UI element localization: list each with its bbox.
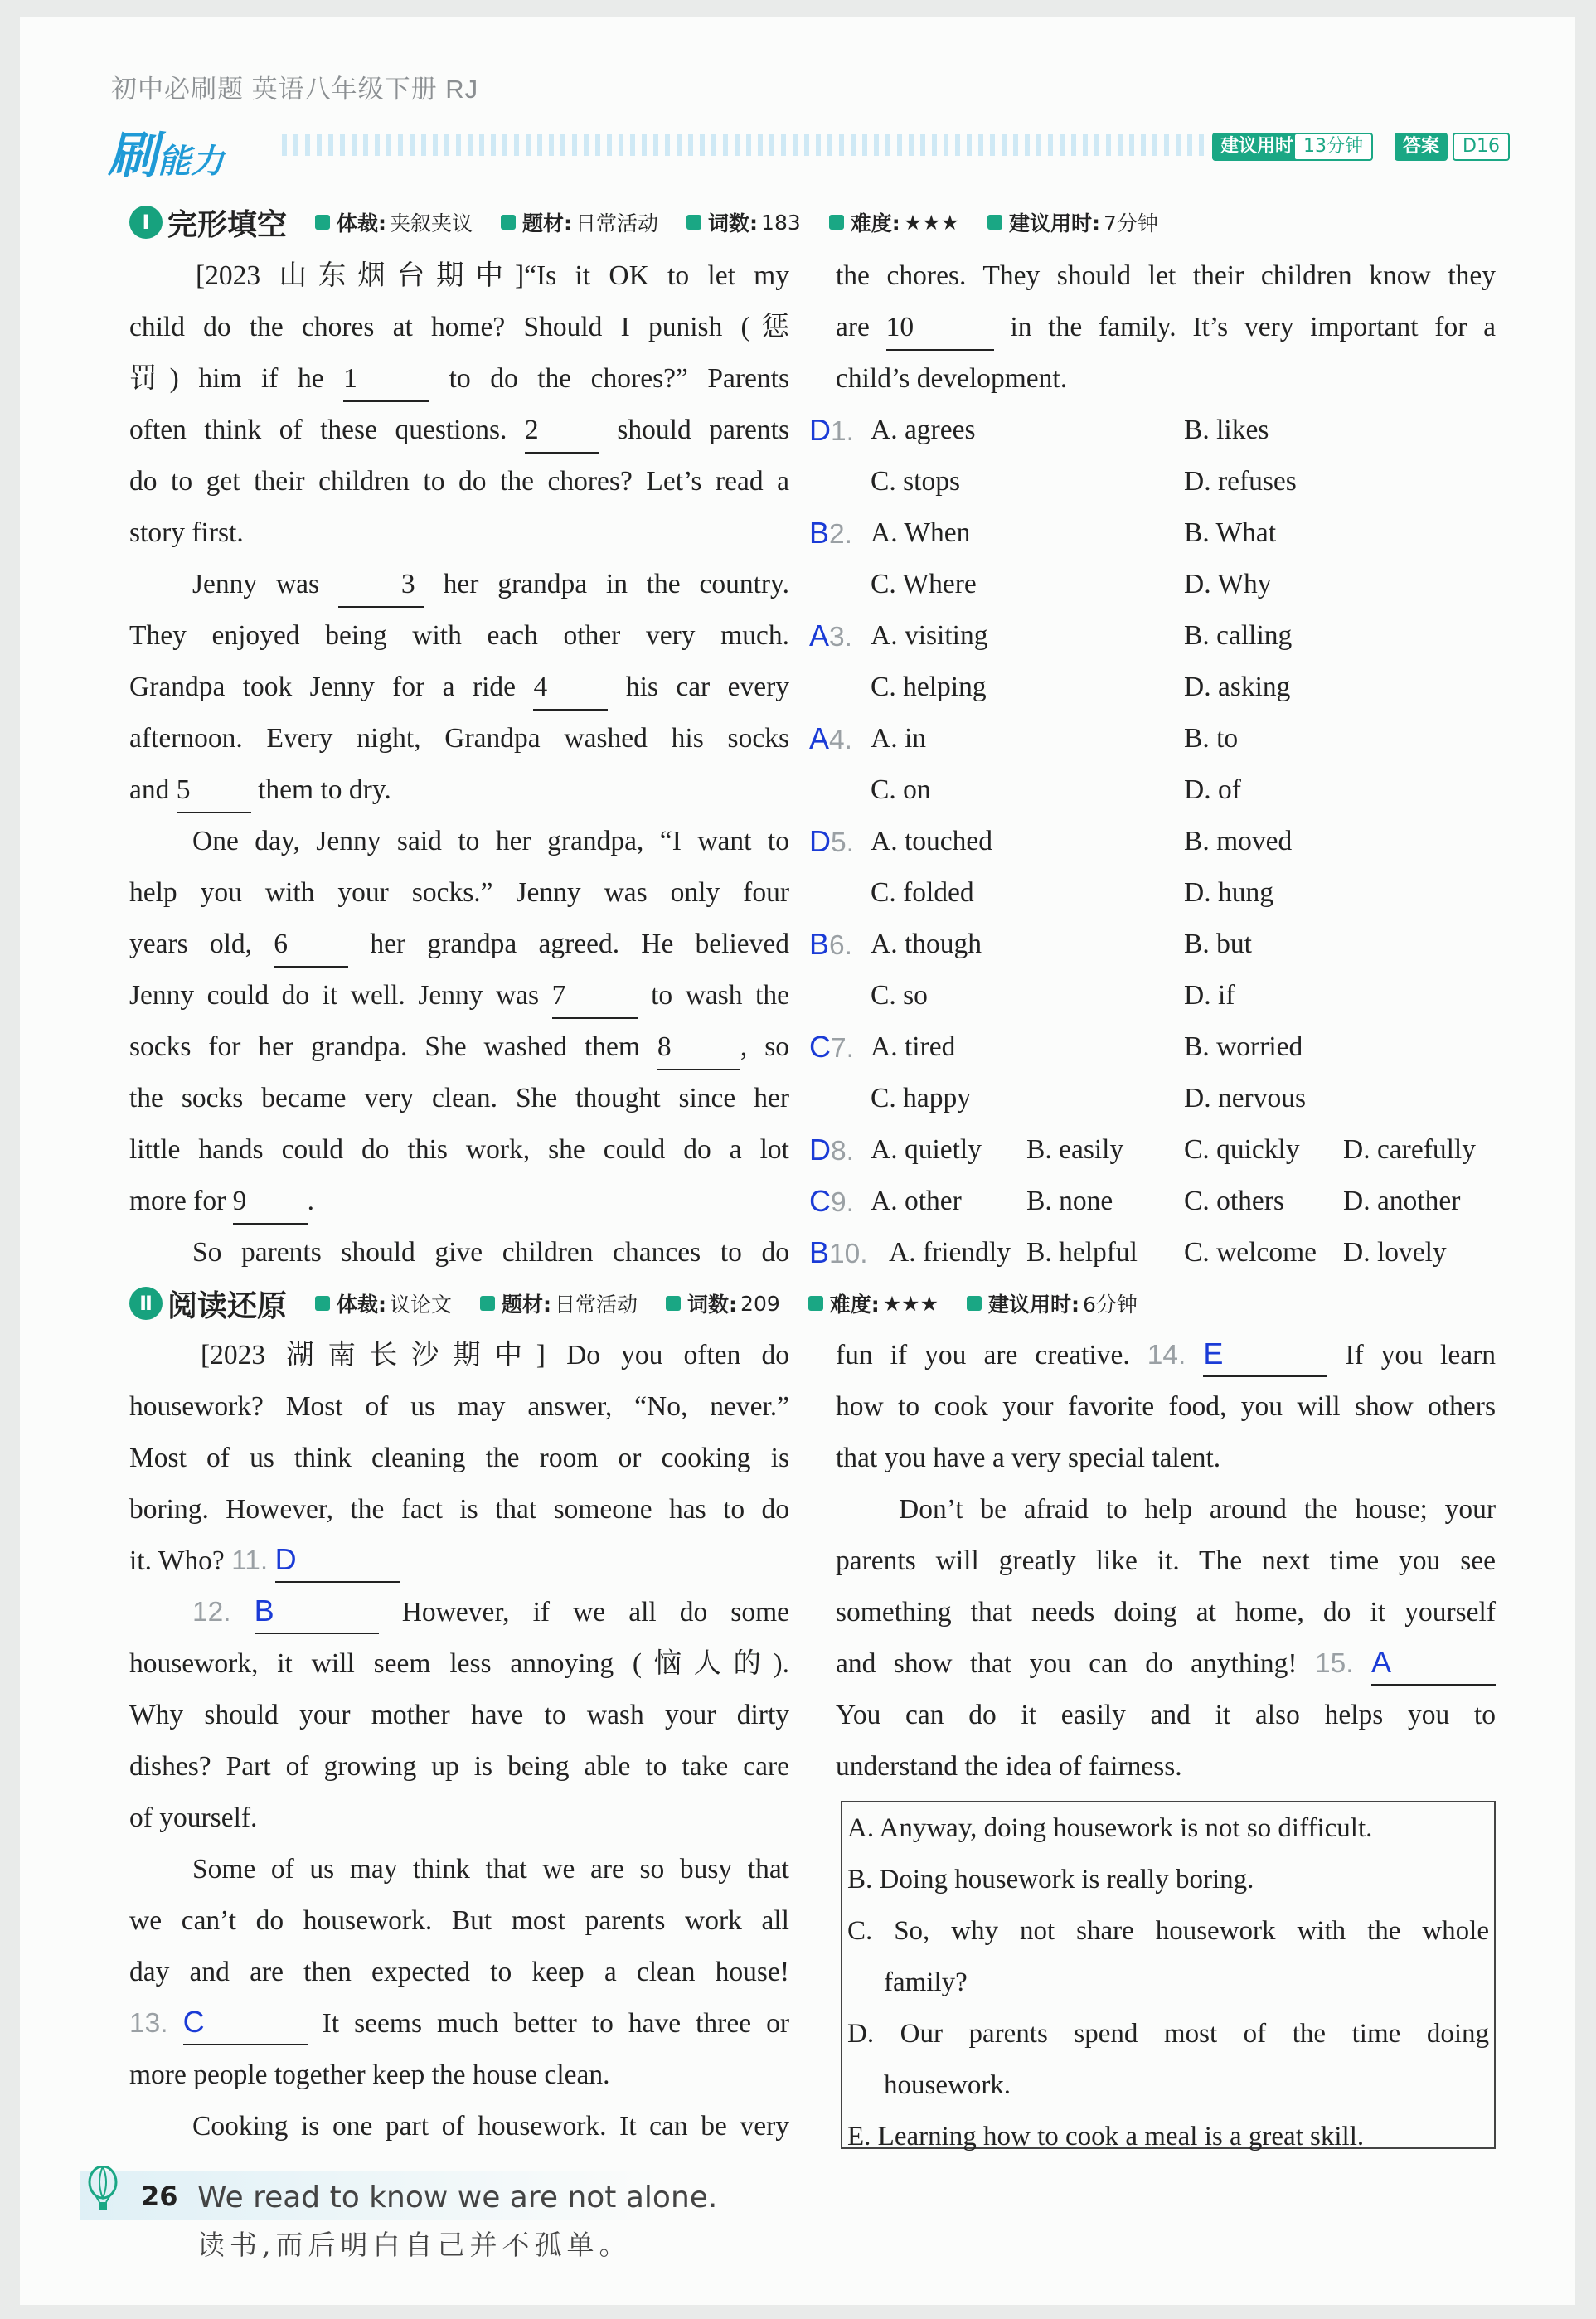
passage-line: years old, 6 her grandpa agreed. He believed [129, 919, 789, 970]
passage-line: are 10 in the family. It’s very important for a [836, 302, 1496, 353]
option-a[interactable]: A. tired [871, 1031, 956, 1062]
option-c[interactable]: C. folded [871, 877, 974, 908]
answer-tag: 答案 [1395, 133, 1448, 161]
passage-line: and show that you can do anything! 15. A [836, 1638, 1496, 1690]
passage-line: 12. B However, if we all do some [129, 1587, 789, 1638]
header-stripe [282, 134, 1210, 156]
option-b[interactable]: B. to [1184, 723, 1239, 754]
section2-time: 建议用时: 6分钟 [967, 1288, 1138, 1318]
question-row [809, 1021, 1303, 1073]
cloze-passage-right [836, 250, 1496, 405]
bell-icon [987, 215, 1002, 230]
option-a[interactable]: A. When [871, 517, 971, 548]
answer-15[interactable]: A [1371, 1641, 1496, 1686]
options-box [841, 1801, 1496, 2152]
passage-line: 罚) him if he 1 to do the chores?” Parents [129, 353, 789, 405]
passage-line: the chores. They should let their children know they [836, 260, 1496, 291]
passage-line: So parents should give children chances to do [192, 1237, 789, 1268]
option-d[interactable]: D. if [1184, 980, 1235, 1011]
question-row [809, 1227, 1447, 1278]
option-c[interactable]: C. so [871, 980, 928, 1011]
option-e: E. Learning how to cook a meal is a great skill. [847, 2122, 1365, 2152]
option-b[interactable]: B. but [1184, 929, 1252, 959]
section1-number: Ⅰ [129, 206, 163, 239]
passage-line: how to cook your favorite food, you will show others [836, 1391, 1496, 1422]
passage-line: fun if you are creative. 14. E If you learn [836, 1330, 1496, 1381]
option-b[interactable]: B. helpful [1026, 1237, 1138, 1268]
bookmark-icon [315, 215, 330, 230]
section2-words: 词数: 209 [666, 1288, 780, 1318]
passage-line: housework? Most of us may answer, “No, never.” [129, 1391, 789, 1422]
passage-line: that you have a very special talent. [836, 1443, 1221, 1473]
question-number: 1. [831, 416, 854, 447]
question-row [809, 1124, 1476, 1176]
passage-line: more for 9 . [129, 1176, 789, 1227]
question-number: 8. [831, 1136, 854, 1167]
feather-icon [686, 215, 701, 230]
question-number: 7. [831, 1033, 854, 1064]
passage-line: day and are then expected to keep a clean house! [129, 1957, 789, 1987]
option-d[interactable]: D. nervous [1184, 1083, 1307, 1113]
option-a[interactable]: A. though [871, 929, 982, 959]
blank-10[interactable]: 10 [886, 306, 994, 351]
section2-title: 阅读还原 [167, 1288, 288, 1323]
passage-line: more people together keep the house clean. [129, 2059, 610, 2090]
answer-12[interactable]: B [255, 1589, 379, 1634]
option-a[interactable]: A. touched [871, 826, 992, 856]
blank-1[interactable]: 1 [343, 357, 429, 402]
option-a[interactable]: A. agrees [871, 415, 976, 445]
section2-number: Ⅱ [129, 1287, 163, 1320]
question-row [809, 713, 1239, 764]
option-d[interactable]: D. carefully [1343, 1134, 1476, 1165]
section1-topic: 题材: 日常活动 [501, 207, 658, 237]
option-a: A. Anyway, doing housework is not so difficult. [847, 1813, 1373, 1843]
passage-line: little hands could do this work, she could do a lot [129, 1134, 789, 1165]
option-c[interactable]: C. happy [871, 1083, 971, 1113]
passage-line: story first. [129, 517, 244, 548]
section1-genre: 体裁: 夹叙夹议 [315, 207, 473, 237]
option-b[interactable]: B. calling [1184, 620, 1293, 651]
option-d[interactable]: D. refuses [1184, 466, 1297, 497]
blank-8[interactable]: 8 [657, 1026, 740, 1070]
answer-letter: D [809, 824, 831, 858]
section2-genre: 体裁: 议论文 [315, 1288, 452, 1318]
option-d[interactable]: D. lovely [1343, 1237, 1447, 1268]
passage-line: Some of us may think that we are so busy that [192, 1854, 789, 1885]
answer-letter: B [809, 927, 830, 961]
signal-icon [808, 1296, 823, 1311]
option-a[interactable]: A. in [871, 723, 926, 754]
brand-logo [108, 116, 224, 187]
blank-9[interactable]: 9 [233, 1180, 308, 1225]
passage-line: housework, it will seem less annoying (恼人的). [129, 1648, 789, 1679]
cloze-passage-left [129, 250, 789, 1278]
answer-14[interactable]: E [1203, 1332, 1327, 1377]
option-c[interactable]: C. on [871, 774, 931, 805]
option-c[interactable]: C. others [1184, 1186, 1284, 1216]
question-row [809, 610, 1293, 662]
answer-letter: D [809, 413, 831, 447]
answer-13[interactable]: C [183, 2001, 308, 2045]
question-number: 2. [829, 519, 852, 550]
option-a[interactable]: A. other [871, 1186, 962, 1216]
answer-letter: C [809, 1030, 831, 1064]
passage-line: it. Who? 11. D [129, 1535, 789, 1587]
passage-line: One day, Jenny said to her grandpa, “I want to [192, 826, 789, 856]
section2-difficulty: 难度: ★★★ [808, 1288, 939, 1318]
section2-topic: 题材: 日常活动 [480, 1288, 638, 1318]
quote-chinese: 读书,而后明白自己并不孤单。 [197, 2229, 632, 2261]
reading-passage-right [836, 1330, 1496, 1793]
blank-7[interactable]: 7 [552, 974, 638, 1019]
option-d[interactable]: D. of [1184, 774, 1241, 805]
passage-line: the socks became very clean. She thought since her [129, 1083, 789, 1113]
blank-3[interactable]: 3 [338, 563, 424, 608]
passage-line: Why should your mother have to wash your dirty [129, 1700, 789, 1730]
section1-difficulty: 难度: ★★★ [829, 207, 959, 237]
passage-line: child do the chores at home? Should I punish (惩 [129, 312, 789, 342]
section1-words: 词数: 183 [686, 207, 801, 237]
passage-line: often think of these questions. 2 should parents [129, 405, 789, 456]
answer-letter: A [809, 721, 830, 755]
question-number: 9. [831, 1187, 854, 1218]
passage-line: do to get their children to do the chores? Let’s read a [129, 466, 789, 497]
passage-line: Don’t be afraid to help around the house; your [899, 1494, 1496, 1525]
answer-letter: D [809, 1133, 831, 1167]
option-c[interactable]: C. welcome [1184, 1237, 1317, 1268]
option-d[interactable]: D. hung [1184, 877, 1273, 908]
passage-line: Cooking is one part of housework. It can be very [192, 2111, 789, 2142]
brand-main: 刷 [108, 127, 158, 185]
passage-line: [2023 山东烟台期中]“Is it OK to let my [196, 260, 789, 291]
section2-heading [129, 1283, 1166, 1323]
answer-letter: B [809, 516, 830, 550]
answer-11[interactable]: D [275, 1538, 400, 1583]
signal-icon [829, 215, 844, 230]
blank-4[interactable]: 4 [533, 666, 608, 711]
option-b[interactable]: B. none [1026, 1186, 1113, 1216]
option-b[interactable]: B. easily [1026, 1134, 1124, 1165]
page-number: 26 [141, 2181, 178, 2212]
time-value: 13分钟 [1293, 133, 1373, 161]
bookmark-icon [315, 1296, 330, 1311]
option-c: C. So, why not share housework with the whole [847, 1916, 1489, 1946]
option-c[interactable]: C. Where [871, 569, 977, 599]
section1-time: 建议用时: 7分钟 [987, 207, 1158, 237]
answer-letter: C [809, 1184, 831, 1218]
option-c-cont: family? [884, 1967, 968, 1997]
passage-line: boring. However, the fact is that someone has to do [129, 1494, 789, 1525]
blank-5[interactable]: 5 [177, 769, 251, 813]
passage-line: Grandpa took Jenny for a ride 4 his car every [129, 662, 789, 713]
option-b[interactable]: B. likes [1184, 415, 1269, 445]
balloon-icon [85, 2166, 121, 2212]
brand-sub: 能力 [158, 143, 224, 181]
option-a[interactable]: A. quietly [871, 1134, 982, 1165]
question-number: 5. [831, 827, 854, 858]
quote-english: We read to know we are not alone. [197, 2181, 718, 2215]
option-d[interactable]: D. Why [1184, 569, 1272, 599]
option-b: B. Doing housework is really boring. [847, 1865, 1254, 1894]
feather-icon [666, 1296, 681, 1311]
answer-letter: B [809, 1235, 830, 1269]
passage-line: of yourself. [129, 1802, 258, 1833]
option-b[interactable]: B. What [1184, 517, 1277, 548]
passage-line: socks for her grandpa. She washed them 8 , so [129, 1021, 789, 1073]
book-title: 初中必刷题 英语八年级下册 RJ [111, 75, 479, 104]
passage-line: You can do it easily and it also helps you to [836, 1700, 1496, 1730]
passage-line: something that needs doing at home, do it yourself [836, 1597, 1496, 1628]
passage-line: understand the idea of fairness. [836, 1751, 1182, 1782]
option-b[interactable]: B. worried [1184, 1031, 1303, 1062]
blank-6[interactable]: 6 [274, 923, 348, 968]
option-d: D. Our parents spend most of the time doing [847, 2019, 1489, 2049]
question-row [809, 816, 1293, 867]
question-number: 6. [829, 930, 852, 961]
passage-line: [2023 湖南长沙期中] Do you often do [201, 1340, 789, 1371]
answer-page: D16 [1453, 133, 1510, 161]
passage-line: dishes? Part of growing up is being able to take care [129, 1751, 789, 1782]
time-tag: 建议用时 [1212, 133, 1302, 161]
question-number: 10. [829, 1239, 868, 1269]
question-row [809, 405, 1269, 456]
option-c[interactable]: C. quickly [1184, 1134, 1300, 1165]
option-d[interactable]: D. asking [1184, 672, 1291, 702]
blank-2[interactable]: 2 [525, 409, 599, 454]
section1-title: 完形填空 [167, 207, 288, 242]
reading-passage-left [129, 1330, 789, 2152]
passage-line: Most of us think cleaning the room or cooking is [129, 1443, 789, 1473]
option-d[interactable]: D. another [1343, 1186, 1461, 1216]
passage-line: Jenny was 3 her grandpa in the country. [129, 559, 789, 610]
passage-line: They enjoyed being with each other very much. [129, 620, 789, 651]
answer-letter: A [809, 619, 830, 653]
passage-line: we can’t do housework. But most parents work all [129, 1905, 789, 1936]
passage-line: parents will greatly like it. The next time you see [836, 1545, 1496, 1576]
question-row [809, 919, 1252, 970]
passage-line: help you with your socks.” Jenny was only four [129, 877, 789, 908]
pen-icon [480, 1296, 495, 1311]
option-a[interactable]: A. visiting [871, 620, 988, 651]
pen-icon [501, 215, 516, 230]
passage-line: child’s development. [836, 363, 1068, 394]
passage-line: and 5 them to dry. [129, 764, 789, 816]
passage-line: afternoon. Every night, Grandpa washed his socks [129, 723, 789, 754]
option-c[interactable]: C. helping [871, 672, 987, 702]
option-a[interactable]: A. friendly [889, 1237, 1011, 1268]
passage-line: Jenny could do it well. Jenny was 7 to wash the [129, 970, 789, 1021]
question-number: 3. [829, 622, 852, 653]
option-c[interactable]: C. stops [871, 466, 960, 497]
question-number: 4. [829, 725, 852, 755]
option-d-cont: housework. [884, 2070, 1011, 2100]
question-row [809, 507, 1277, 559]
passage-line: 13. C It seems much better to have three or [129, 1998, 789, 2050]
section1-heading [129, 202, 1186, 242]
bell-icon [967, 1296, 982, 1311]
question-row [809, 1176, 1461, 1227]
option-b[interactable]: B. moved [1184, 826, 1293, 856]
